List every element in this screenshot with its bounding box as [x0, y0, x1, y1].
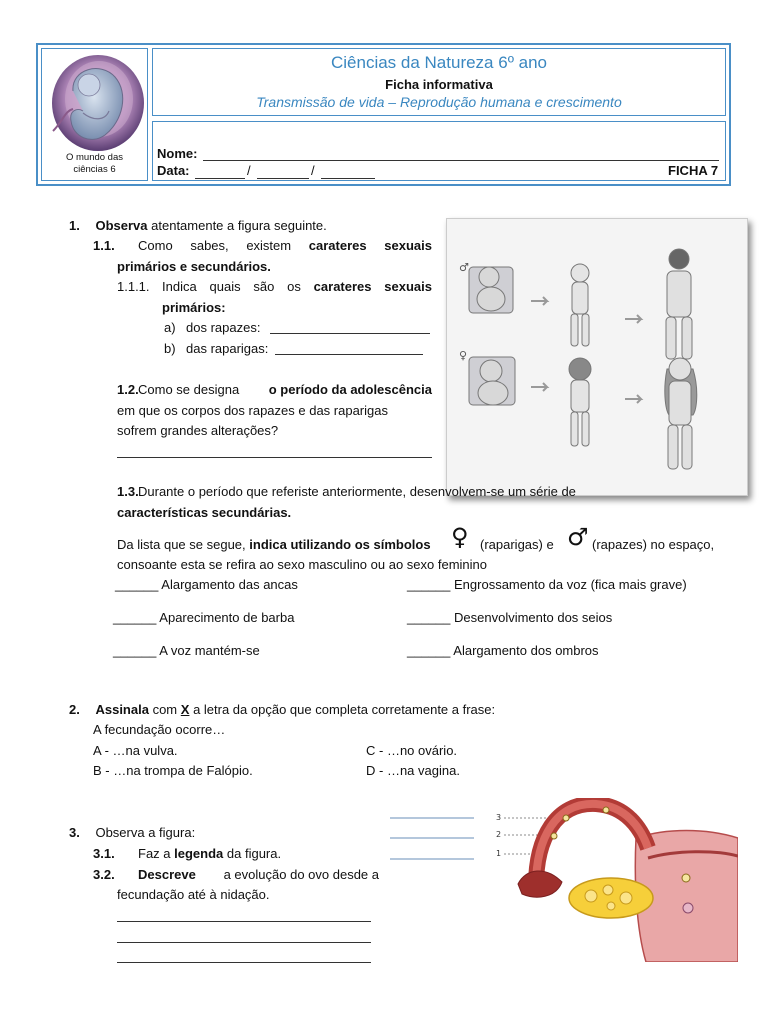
- q32-answer-line-1[interactable]: [117, 921, 371, 922]
- list-male-text: (rapazes) no espaço,: [592, 537, 715, 552]
- list-item: ______ A voz mantém-se: [113, 643, 260, 658]
- date-month-field[interactable]: [257, 178, 309, 179]
- title-box: [152, 48, 726, 116]
- q11-line2: primários e secundários.: [117, 259, 271, 274]
- q3-number: 3.: [69, 825, 80, 840]
- list-item: ______ Desenvolvimento dos seios: [407, 610, 613, 625]
- q12-line2: em que os corpos dos rapazes e das raparigas: [117, 403, 388, 418]
- fig-label-3: 3: [496, 813, 502, 822]
- q1-lead-rest: atentamente a figura seguinte.: [151, 218, 327, 233]
- q2-option-a[interactable]: A - …na vulva.: [93, 743, 178, 758]
- name-field[interactable]: [203, 160, 719, 161]
- uterus-figure: [386, 798, 738, 962]
- q32-answer-line-3[interactable]: [117, 962, 371, 963]
- q111b-label: b): [164, 341, 176, 356]
- item-blank[interactable]: ______: [407, 577, 451, 592]
- q11-number: 1.1.: [93, 238, 115, 253]
- list-instruction-line1: Da lista que se segue, indica utilizando os símbolos: [117, 537, 431, 552]
- list-instruction-line2: consoante esta se refira ao sexo masculino ou ao sexo feminino: [117, 557, 487, 572]
- date-sep-2: /: [311, 163, 315, 178]
- item-blank[interactable]: ______: [115, 577, 159, 592]
- uterus-illustration: [386, 798, 738, 962]
- date-label: Data:: [157, 163, 190, 178]
- date-sep-1: /: [247, 163, 251, 178]
- list-female-text: (raparigas) e: [480, 537, 554, 552]
- logo-caption-line1: O mundo das: [65, 152, 124, 163]
- q32-answer-line-2[interactable]: [117, 942, 371, 943]
- name-label: Nome:: [157, 146, 198, 161]
- q1-heading: [69, 216, 327, 236]
- svg-text:♀: ♀: [459, 349, 468, 362]
- logo-caption-line2: ciências 6: [73, 164, 116, 175]
- list-item: ______ Aparecimento de barba: [113, 610, 295, 625]
- list-item: ______ Alargamento dos ombros: [407, 643, 599, 658]
- q3-heading: 3. Observa a figura:: [69, 825, 196, 840]
- q12-line1: Como se designa o período da adolescência: [138, 382, 432, 397]
- q12-answer-line[interactable]: [117, 457, 432, 458]
- q31-text: Faz a legenda da figura.: [138, 846, 282, 861]
- q31-number: 3.1.: [93, 846, 115, 861]
- q2-heading: 2. Assinala com X a letra da opção que completa corretamente a frase:: [69, 702, 496, 717]
- page-topic: Transmissão de vida – Reprodução humana e crescimento: [256, 94, 622, 110]
- sheet-number: FICHA 7: [668, 163, 719, 178]
- page-subtitle: Ficha informativa: [385, 77, 493, 92]
- q12-number: 1.2.: [117, 382, 139, 397]
- female-symbol-icon: ♀: [451, 523, 469, 551]
- q111-number: 1.1.1.: [117, 279, 150, 294]
- q1-lead-bold: Observa: [95, 218, 148, 233]
- date-year-field[interactable]: [321, 178, 375, 179]
- svg-text:♂: ♂: [459, 261, 469, 274]
- x-mark: X: [180, 702, 190, 717]
- q2-option-c[interactable]: C - …no ovário.: [366, 743, 458, 758]
- fig-label-1: 1: [496, 849, 502, 858]
- item-blank[interactable]: ______: [407, 610, 451, 625]
- date-day-field[interactable]: [195, 178, 245, 179]
- q111a-label: a): [164, 320, 176, 335]
- q111-line2: primários:: [162, 300, 226, 315]
- logo-box: [41, 48, 148, 181]
- growth-figure: [446, 218, 748, 496]
- q111b-text: das raparigas:: [186, 341, 269, 356]
- page-title: Ciências da Natureza 6º ano: [330, 53, 547, 72]
- q2-option-d[interactable]: D - …na vagina.: [366, 763, 460, 778]
- q111a-answer-line[interactable]: [270, 333, 430, 334]
- q32-number: 3.2.: [93, 867, 115, 882]
- male-symbol-icon: ♂: [567, 523, 589, 551]
- list-item: ______ Alargamento das ancas: [115, 577, 298, 592]
- item-blank[interactable]: ______: [407, 643, 451, 658]
- q32-line1: Descreve a evolução do ovo desde a: [138, 867, 379, 882]
- item-blank[interactable]: ______: [113, 610, 157, 625]
- q111b-answer-line[interactable]: [275, 354, 423, 355]
- list-item: ______ Engrossamento da voz (fica mais grave): [407, 577, 687, 592]
- q1-number: 1.: [69, 218, 80, 233]
- q13-number: 1.3.: [117, 484, 139, 499]
- q12-line3: sofrem grandes alterações?: [117, 423, 279, 438]
- item-blank[interactable]: ______: [113, 643, 157, 658]
- q2-stem: A fecundação ocorre…: [93, 722, 226, 737]
- q2-number: 2.: [69, 702, 80, 717]
- growth-illustration: [447, 219, 747, 495]
- fig-label-2: 2: [496, 830, 502, 839]
- q32-line2: fecundação até à nidação.: [117, 887, 270, 902]
- student-info-box: [152, 121, 726, 181]
- q13-line2: características secundárias.: [117, 505, 292, 520]
- q111a-text: dos rapazes:: [186, 320, 261, 335]
- fetus-illustration: [43, 51, 148, 156]
- q2-option-b[interactable]: B - …na trompa de Falópio.: [93, 763, 253, 778]
- q111-line1: Indica quais são os carateres sexuais: [162, 279, 432, 294]
- q11-line1: Como sabes, existem carateres sexuais: [138, 238, 432, 253]
- q13-line1: Durante o período que referiste anteriormente, desenvolvem-se um série de: [138, 484, 576, 499]
